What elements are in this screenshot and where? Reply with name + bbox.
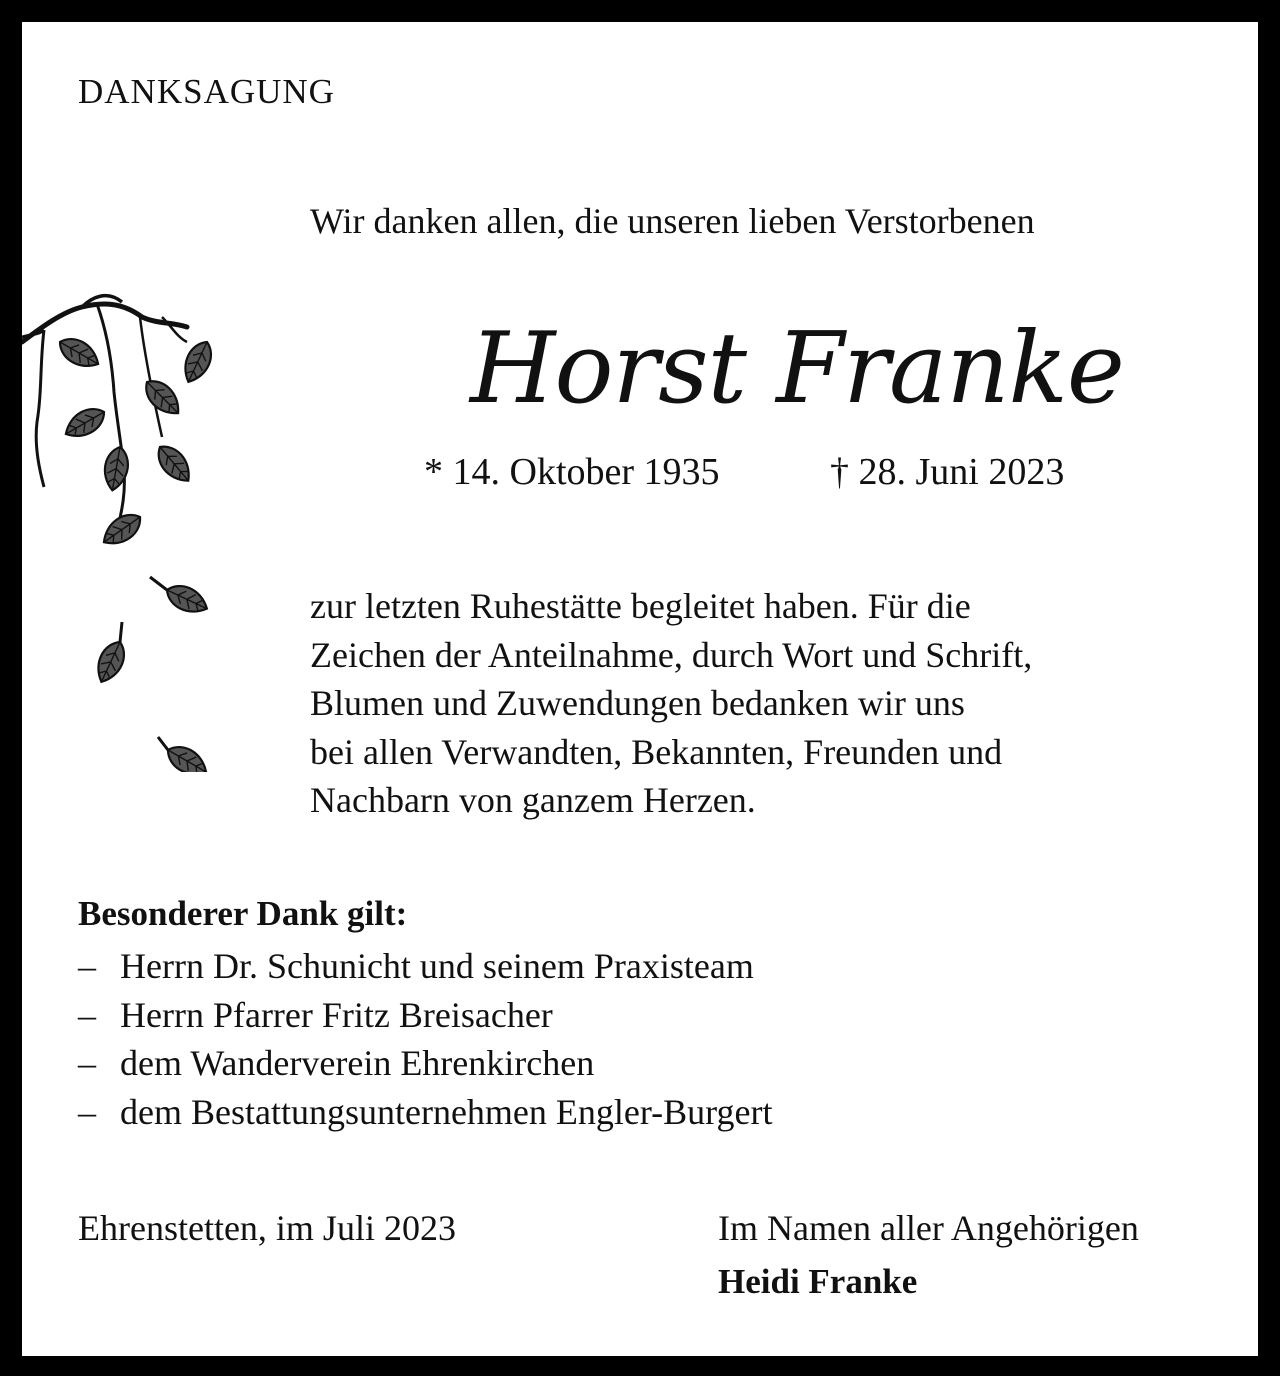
list-item <box>78 1039 772 1088</box>
page-title: DANKSAGUNG <box>78 72 335 111</box>
place-date: Ehrenstetten, im Juli 2023 <box>78 1208 456 1248</box>
obituary-card <box>22 22 1258 1356</box>
list-item-text: dem Wanderverein Ehrenkirchen <box>120 1043 595 1083</box>
branch-with-leaves-icon <box>22 272 242 772</box>
paragraph-line: bei allen Verwandten, Bekannten, Freunden und <box>310 731 1003 772</box>
deceased-name: Horst Franke <box>470 312 1124 426</box>
special-thanks-list <box>78 942 772 1136</box>
paragraph-line: zur letzten Ruhestätte begleitet haben. Für die <box>310 586 971 626</box>
list-item <box>78 942 772 991</box>
list-item-text: Herrn Pfarrer Fritz Breisacher <box>120 994 553 1035</box>
paragraph-line: Blumen und Zuwendungen bedanken wir uns <box>310 683 965 723</box>
list-item <box>78 1088 772 1137</box>
special-thanks-title: Besonderer Dank gilt: <box>78 894 408 933</box>
thanks-paragraph <box>310 582 1032 825</box>
dash-bullet: – <box>78 946 96 986</box>
list-item-text: dem Bestattungsunternehmen Engler-Burgert <box>120 1091 773 1132</box>
on-behalf-line: Im Namen aller Angehörigen <box>718 1208 1139 1248</box>
paragraph-line: Zeichen der Anteilnahme, durch Wort und Schrift, <box>310 634 1033 675</box>
intro-text: Wir danken allen, die unseren lieben Verstorbenen <box>310 201 1035 241</box>
list-item-text: Herrn Dr. Schunicht und seinem Praxisteam <box>120 946 754 986</box>
birth-date: * 14. Oktober 1935 <box>424 451 720 493</box>
dash-bullet: – <box>78 994 96 1035</box>
list-item <box>78 991 772 1040</box>
death-date: † 28. Juni 2023 <box>830 451 1065 493</box>
dash-bullet: – <box>78 1091 96 1132</box>
paragraph-line: Nachbarn von ganzem Herzen. <box>310 780 756 820</box>
dash-bullet: – <box>78 1043 96 1083</box>
signatory-name: Heidi Franke <box>718 1262 918 1301</box>
